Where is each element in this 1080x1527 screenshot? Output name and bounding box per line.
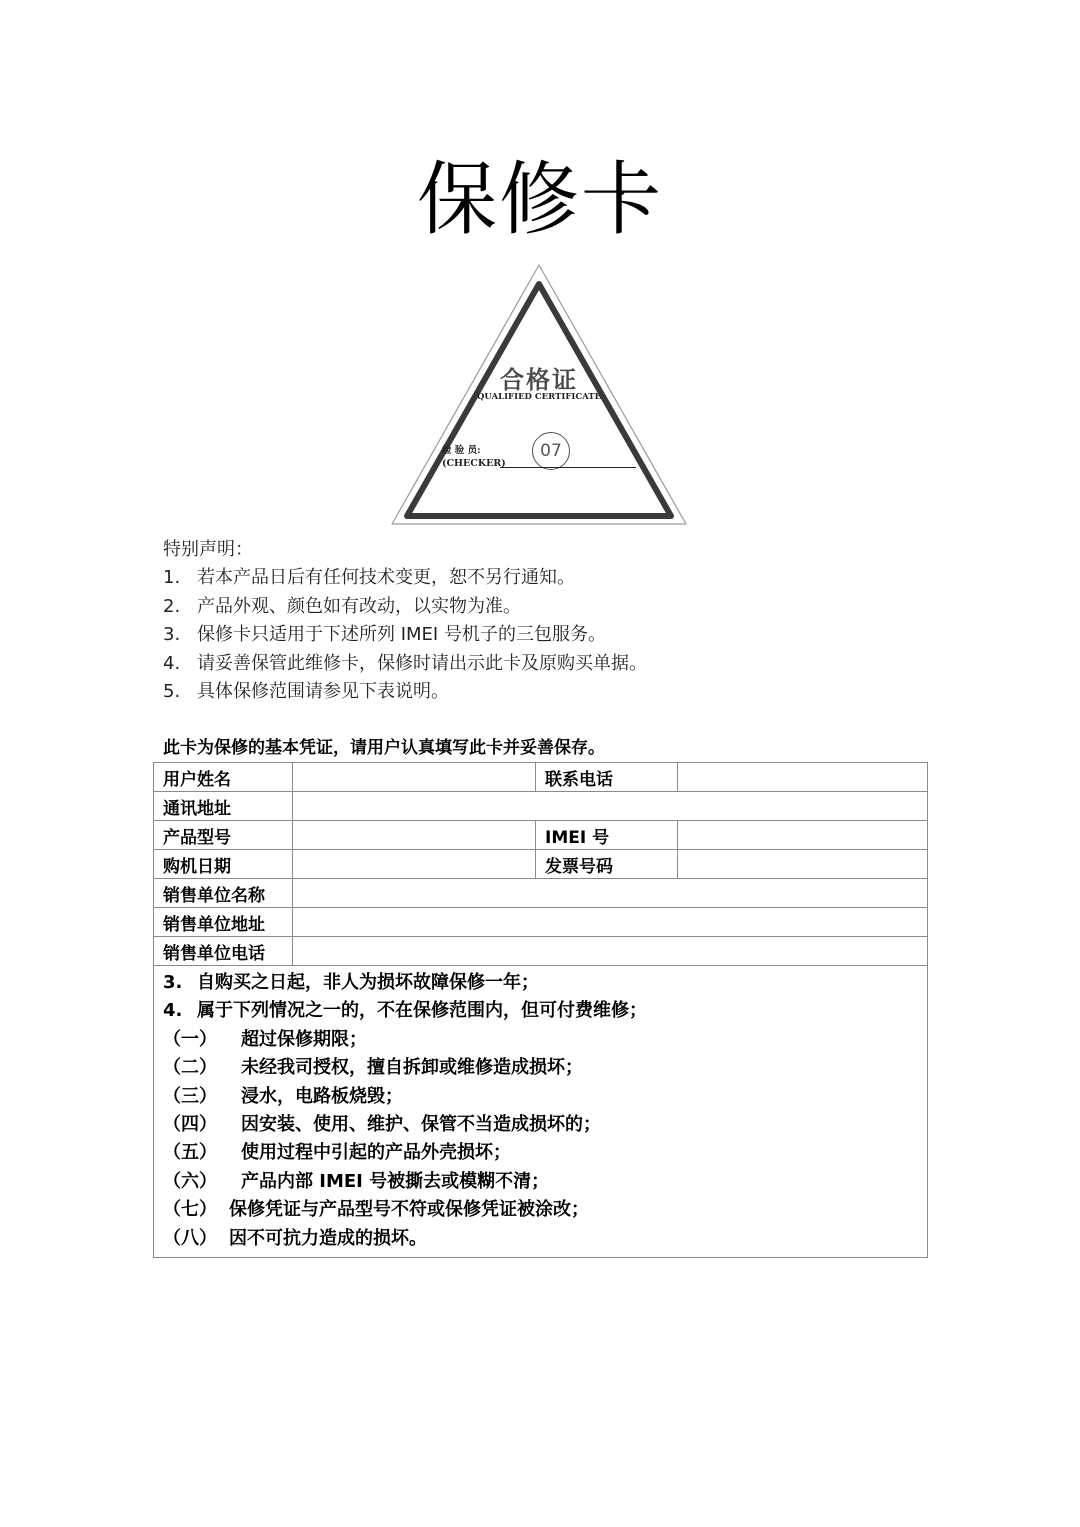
notice-item (163, 678, 647, 707)
terms-case-mark: （八） (163, 1227, 217, 1249)
terms-case (163, 1168, 927, 1196)
form-row (154, 763, 928, 792)
qualified-certificate-label (388, 262, 690, 528)
address-field[interactable] (293, 792, 928, 821)
form-row (154, 908, 928, 937)
terms-row (154, 966, 928, 1258)
imei-field[interactable] (678, 821, 928, 850)
terms-case (163, 1225, 927, 1253)
seller-name-field[interactable] (293, 879, 928, 908)
terms-case (163, 1026, 927, 1054)
terms-case (163, 1196, 927, 1224)
phone-field[interactable] (678, 763, 928, 792)
terms-case-mark: （五） (163, 1142, 217, 1164)
terms-case-text: 使用过程中引起的产品外壳损坏； (241, 1142, 511, 1164)
invoice-number-label: 发票号码 (536, 850, 678, 879)
terms-case (163, 1111, 927, 1139)
terms-case-mark: （六） (163, 1170, 217, 1192)
form-row (154, 879, 928, 908)
terms-item (163, 997, 927, 1025)
warranty-form (153, 762, 928, 1258)
seller-phone-field[interactable] (293, 937, 928, 966)
form-row (154, 792, 928, 821)
certificate-subtitle: QUALIFIED CERTIFICATE (476, 392, 602, 402)
terms-case-mark: （四） (163, 1113, 217, 1135)
page-title: 保修卡 (417, 153, 663, 246)
terms-case-text: 保修凭证与产品型号不符或保修凭证被涂改； (229, 1199, 589, 1221)
terms-item-number: 4. (163, 1000, 183, 1022)
address-label: 通讯地址 (154, 792, 293, 821)
form-row (154, 937, 928, 966)
terms-item-number: 3. (163, 972, 183, 993)
checker-label-cn: 检 验 员: (442, 445, 481, 456)
card-note: 此卡为保修的基本凭证，请用户认真填写此卡并妥善保存。 (163, 738, 605, 758)
form-row (154, 821, 928, 850)
terms-case (163, 1054, 927, 1082)
terms-case-text: 因安装、使用、维护、保管不当造成损坏的； (241, 1113, 601, 1135)
imei-label: IMEI 号 (536, 821, 678, 850)
notice-item (163, 650, 647, 679)
notice-item-text: 保修卡只适用于下述所列 IMEI 号机子的三包服务。 (197, 624, 606, 645)
notice-item (163, 564, 647, 593)
notice-item-number: 4. (163, 652, 181, 674)
seller-name-label: 销售单位名称 (154, 879, 293, 908)
checker-label (442, 444, 506, 470)
notice-item-number: 3. (163, 624, 181, 645)
terms-case-mark: （一） (163, 1028, 217, 1050)
seller-address-field[interactable] (293, 908, 928, 937)
model-label: 产品型号 (154, 821, 293, 850)
notice-heading: 特别声明： (163, 539, 253, 560)
terms-case-text: 超过保修期限； (241, 1028, 367, 1050)
terms-item (163, 969, 927, 997)
notice-item-text: 具体保修范围请参见下表说明。 (197, 681, 449, 702)
terms-case-text: 浸水，电路板烧毁； (241, 1085, 403, 1107)
terms-item-text: 属于下列情况之一的，不在保修范围内，但可付费维修； (197, 1000, 647, 1022)
certificate-title: 合格证 (500, 366, 578, 394)
notice-item-text: 若本产品日后有任何技术变更，恕不另行通知。 (197, 567, 575, 588)
purchase-date-label: 购机日期 (154, 850, 293, 879)
terms-case-text: 未经我司授权，擅自拆卸或维修造成损坏； (241, 1057, 583, 1079)
notice-list (163, 564, 647, 707)
terms-case-mark: （三） (163, 1085, 217, 1107)
terms-case (163, 1139, 927, 1167)
notice-item-number: 5. (163, 681, 181, 702)
terms-item-text: 自购买之日起，非人为损坏故障保修一年； (197, 972, 539, 993)
purchase-date-field[interactable] (293, 850, 536, 879)
user-name-label: 用户姓名 (154, 763, 293, 792)
terms-case-mark: （七） (163, 1199, 217, 1221)
invoice-number-field[interactable] (678, 850, 928, 879)
notice-item-number: 2. (163, 595, 181, 617)
notice-item-text: 产品外观、颜色如有改动，以实物为准。 (197, 595, 521, 617)
notice-item-number: 1. (163, 567, 181, 588)
terms-case-text: 因不可抗力造成的损坏。 (229, 1227, 427, 1249)
user-name-field[interactable] (293, 763, 536, 792)
form-row (154, 850, 928, 879)
notice-item (163, 593, 647, 622)
notice-item (163, 621, 647, 650)
checker-signature-line (500, 467, 636, 468)
checker-label-en: (CHECKER) (442, 458, 506, 469)
terms-case (163, 1083, 927, 1111)
seller-phone-label: 销售单位电话 (154, 937, 293, 966)
seller-address-label: 销售单位地址 (154, 908, 293, 937)
phone-label: 联系电话 (536, 763, 678, 792)
notice-item-text: 请妥善保管此维修卡，保修时请出示此卡及原购买单据。 (197, 652, 647, 674)
terms-case-text: 产品内部 IMEI 号被撕去或模糊不清； (241, 1170, 550, 1192)
warranty-terms (154, 966, 928, 1258)
checker-number-stamp: 07 (532, 432, 570, 470)
terms-case-mark: （二） (163, 1057, 217, 1079)
model-field[interactable] (293, 821, 536, 850)
special-notice (163, 536, 647, 707)
